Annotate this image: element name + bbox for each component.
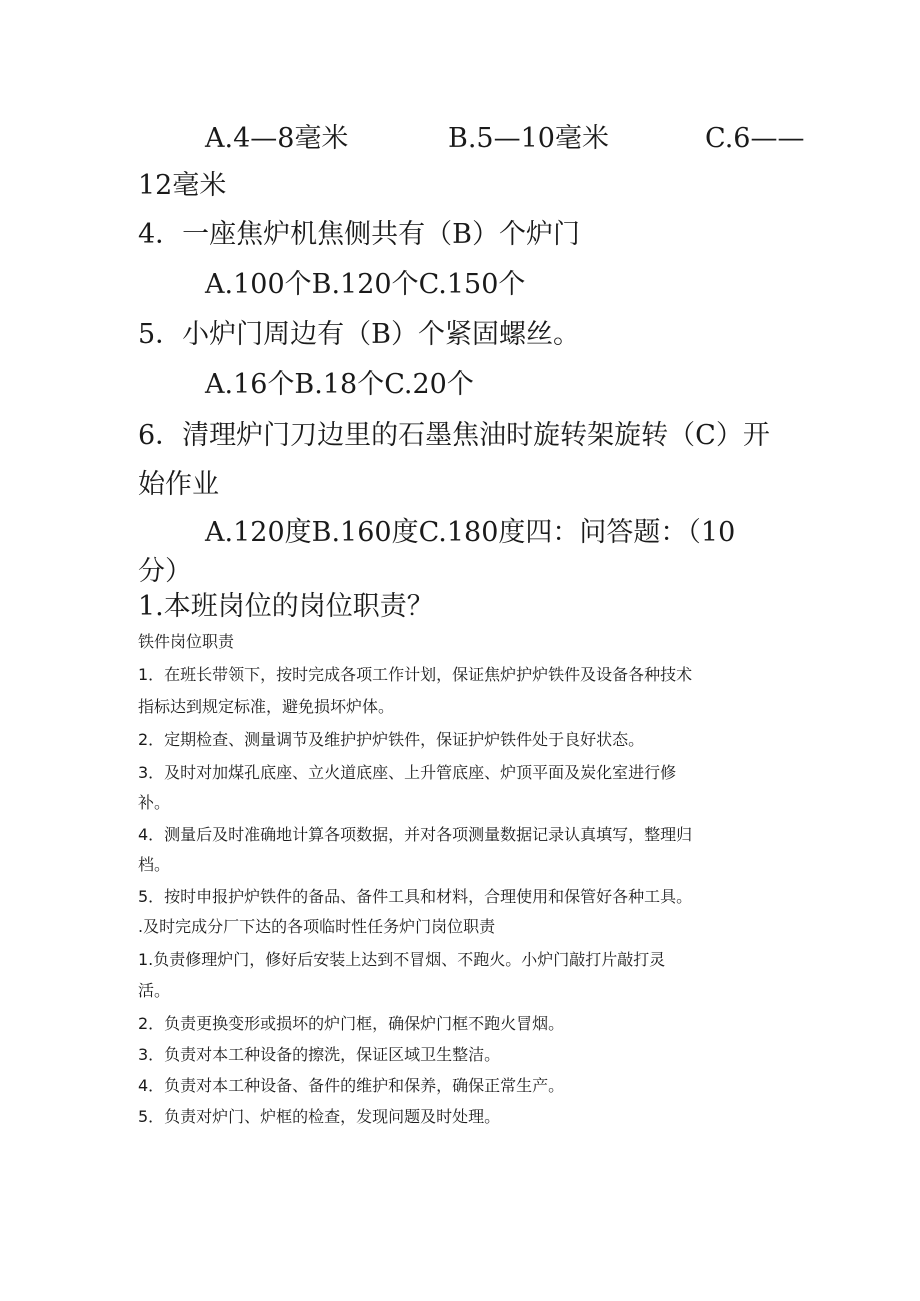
iron-duty-3-line2: 补。 xyxy=(138,793,171,812)
iron-duty-1-line1: 1．在班长带领下，按时完成各项工作计划，保证焦炉护炉铁件及设备各种技术 xyxy=(138,665,693,684)
question-6-line2: 始作业 xyxy=(138,469,219,500)
door-duty-2: 2．负责更换变形或损坏的炉门框，确保炉门框不跑火冒烟。 xyxy=(138,1014,565,1033)
iron-duty-4-line1: 4．测量后及时准确地计算各项数据，并对各项测量数据记录认真填写，整理归 xyxy=(138,825,693,844)
door-duty-1-line2: 活。 xyxy=(138,981,171,1000)
question-5: 5．小炉门周边有（B）个紧固螺丝。 xyxy=(138,319,581,350)
essay-question: 1.本班岗位的岗位职责？ xyxy=(138,591,434,622)
door-duty-1-line1: 1.负责修理炉门，修好后安装上达到不冒烟、不跑火。小炉门敲打片敲打灵 xyxy=(138,950,666,969)
iron-duty-5: 5．按时申报护炉铁件的备品、备件工具和材料，合理使用和保管好各种工具。 xyxy=(138,887,693,906)
iron-duty-1-line2: 指标达到规定标准，避免损坏炉体。 xyxy=(138,697,395,716)
iron-duties-title: 铁件岗位职责 xyxy=(138,632,235,651)
iron-duty-3-line1: 3．及时对加煤孔底座、立火道底座、上升管底座、炉顶平面及炭化室进行修 xyxy=(138,763,677,782)
option-c: C.6—— xyxy=(705,123,805,154)
door-duty-3: 3．负责对本工种设备的擦洗，保证区域卫生整洁。 xyxy=(138,1045,501,1064)
door-duty-4: 4．负责对本工种设备、备件的维护和保养，确保正常生产。 xyxy=(138,1076,565,1095)
question-6-line1: 6．清理炉门刀边里的石墨焦油时旋转架旋转（C）开 xyxy=(138,420,770,451)
question-4-options: A.100个B.120个C.150个 xyxy=(205,269,526,300)
iron-duty-2: 2．定期检查、测量调节及维护护炉铁件，保证护炉铁件处于良好状态。 xyxy=(138,730,645,749)
question-6-options-line2: 分） xyxy=(138,556,192,587)
option-a: A.4—8毫米 xyxy=(205,123,349,154)
door-duty-5: 5．负责对炉门、炉框的检查，发现问题及时处理。 xyxy=(138,1107,501,1126)
option-b: B.5—10毫米 xyxy=(448,123,609,154)
question-4: 4．一座焦炉机焦侧共有（B）个炉门 xyxy=(138,219,581,250)
iron-duty-4-line2: 档。 xyxy=(138,855,171,874)
question-5-options: A.16个B.18个C.20个 xyxy=(205,369,474,400)
iron-duty-6-door-title: .及时完成分厂下达的各项临时性任务炉门岗位职责 xyxy=(138,917,496,936)
question-6-options-line1: A.120度B.160度C.180度四：问答题：（10 xyxy=(205,517,736,548)
option-c-continued: 12毫米 xyxy=(138,170,227,201)
